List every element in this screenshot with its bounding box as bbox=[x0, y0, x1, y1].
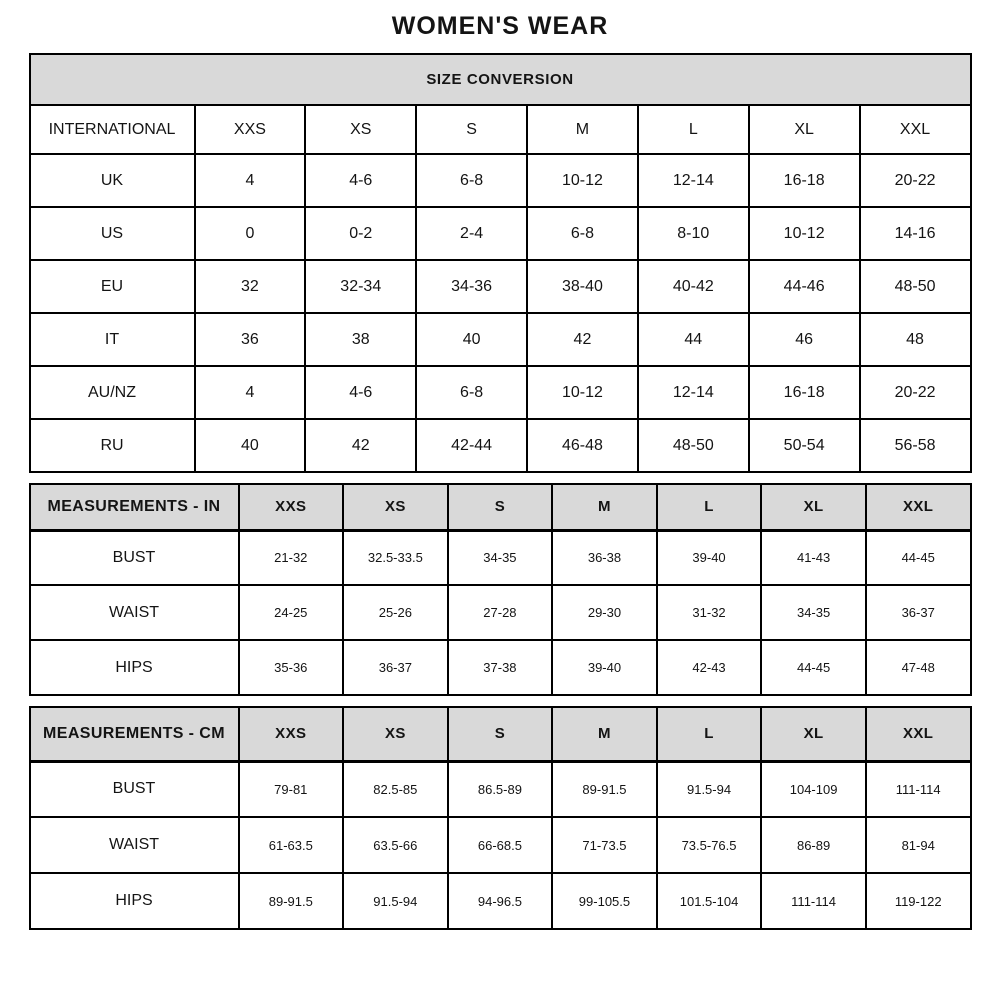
size-cell: 16-18 bbox=[749, 154, 860, 207]
measure-cell: 61-63.5 bbox=[239, 817, 344, 873]
size-cell: 10-12 bbox=[527, 154, 638, 207]
size-cell: 4-6 bbox=[305, 154, 416, 207]
measure-cell: 21-32 bbox=[239, 530, 344, 585]
size-cell: 32-34 bbox=[305, 260, 416, 313]
column-header-xxs: XXS bbox=[239, 484, 344, 530]
size-cell: 46 bbox=[749, 313, 860, 366]
table-row-hips-cm bbox=[30, 873, 971, 929]
size-cell: 8-10 bbox=[638, 207, 749, 260]
size-cell: 44 bbox=[638, 313, 749, 366]
row-label: WAIST bbox=[30, 585, 239, 640]
size-cell: 12-14 bbox=[638, 154, 749, 207]
size-cell: 10-12 bbox=[749, 207, 860, 260]
size-cell: 16-18 bbox=[749, 366, 860, 419]
measure-cell: 86-89 bbox=[761, 817, 866, 873]
size-cell: 40-42 bbox=[638, 260, 749, 313]
column-header-s: S bbox=[448, 707, 553, 761]
size-cell: 12-14 bbox=[638, 366, 749, 419]
table-row-uk bbox=[30, 154, 971, 207]
measure-cell: 101.5-104 bbox=[657, 873, 762, 929]
size-cell: 10-12 bbox=[527, 366, 638, 419]
size-conversion-column-header-row bbox=[30, 105, 971, 154]
row-label: RU bbox=[30, 419, 195, 472]
measure-cell: 86.5-89 bbox=[448, 761, 553, 817]
size-cell: 14-16 bbox=[860, 207, 971, 260]
measure-cell: 29-30 bbox=[552, 585, 657, 640]
measure-cell: 27-28 bbox=[448, 585, 553, 640]
row-label: AU/NZ bbox=[30, 366, 195, 419]
measure-cell: 36-38 bbox=[552, 530, 657, 585]
measurements-in-table bbox=[29, 483, 972, 696]
measure-cell: 63.5-66 bbox=[343, 817, 448, 873]
table-row-it bbox=[30, 313, 971, 366]
measure-cell: 32.5-33.5 bbox=[343, 530, 448, 585]
column-header-m: M bbox=[552, 707, 657, 761]
size-cell: 4 bbox=[195, 366, 306, 419]
measure-cell: 37-38 bbox=[448, 640, 553, 695]
measure-cell: 24-25 bbox=[239, 585, 344, 640]
measure-cell: 94-96.5 bbox=[448, 873, 553, 929]
size-cell: 6-8 bbox=[416, 154, 527, 207]
measure-cell: 34-35 bbox=[761, 585, 866, 640]
measure-cell: 89-91.5 bbox=[552, 761, 657, 817]
measure-cell: 81-94 bbox=[866, 817, 971, 873]
measure-cell: 39-40 bbox=[552, 640, 657, 695]
column-header-xs: XS bbox=[343, 484, 448, 530]
size-cell: 56-58 bbox=[860, 419, 971, 472]
table-row-waist-cm bbox=[30, 817, 971, 873]
table-row-bust-in bbox=[30, 530, 971, 585]
measurements-cm-table bbox=[29, 706, 972, 930]
row-label: BUST bbox=[30, 761, 239, 817]
measure-cell: 73.5-76.5 bbox=[657, 817, 762, 873]
table-row-aunz bbox=[30, 366, 971, 419]
size-cell: 46-48 bbox=[527, 419, 638, 472]
size-conversion-header-band bbox=[30, 54, 971, 105]
size-cell: 48 bbox=[860, 313, 971, 366]
size-cell: 50-54 bbox=[749, 419, 860, 472]
row-label: BUST bbox=[30, 530, 239, 585]
table-row-eu bbox=[30, 260, 971, 313]
measurements-in-header-row bbox=[30, 484, 971, 530]
measure-cell: 71-73.5 bbox=[552, 817, 657, 873]
column-header-m: M bbox=[527, 105, 638, 154]
table-row-bust-cm bbox=[30, 761, 971, 817]
measure-cell: 25-26 bbox=[343, 585, 448, 640]
measure-cell: 66-68.5 bbox=[448, 817, 553, 873]
size-cell: 40 bbox=[195, 419, 306, 472]
table-row-ru bbox=[30, 419, 971, 472]
row-label: HIPS bbox=[30, 640, 239, 695]
column-header-m: M bbox=[552, 484, 657, 530]
column-header-s: S bbox=[416, 105, 527, 154]
column-header-l: L bbox=[657, 484, 762, 530]
measure-cell: 44-45 bbox=[866, 530, 971, 585]
measure-cell: 111-114 bbox=[866, 761, 971, 817]
measure-cell: 36-37 bbox=[343, 640, 448, 695]
size-cell: 42 bbox=[305, 419, 416, 472]
measurements-cm-header-row bbox=[30, 707, 971, 761]
column-header-xxl: XXL bbox=[866, 707, 971, 761]
table-row-us bbox=[30, 207, 971, 260]
row-label: HIPS bbox=[30, 873, 239, 929]
measure-cell: 99-105.5 bbox=[552, 873, 657, 929]
size-cell: 34-36 bbox=[416, 260, 527, 313]
size-cell: 48-50 bbox=[860, 260, 971, 313]
size-conversion-table bbox=[29, 53, 972, 473]
table-row-hips-in bbox=[30, 640, 971, 695]
column-header-xxl: XXL bbox=[866, 484, 971, 530]
size-cell: 6-8 bbox=[416, 366, 527, 419]
size-cell: 0-2 bbox=[305, 207, 416, 260]
measure-cell: 82.5-85 bbox=[343, 761, 448, 817]
size-cell: 6-8 bbox=[527, 207, 638, 260]
size-cell: 2-4 bbox=[416, 207, 527, 260]
measure-cell: 47-48 bbox=[866, 640, 971, 695]
row-label: WAIST bbox=[30, 817, 239, 873]
size-cell: 4 bbox=[195, 154, 306, 207]
size-cell: 32 bbox=[195, 260, 306, 313]
column-header-xxl: XXL bbox=[860, 105, 971, 154]
size-cell: 42 bbox=[527, 313, 638, 366]
size-cell: 44-46 bbox=[749, 260, 860, 313]
measure-cell: 31-32 bbox=[657, 585, 762, 640]
column-header-xs: XS bbox=[305, 105, 416, 154]
measure-cell: 79-81 bbox=[239, 761, 344, 817]
column-header-xxs: XXS bbox=[239, 707, 344, 761]
row-label: IT bbox=[30, 313, 195, 366]
size-cell: 0 bbox=[195, 207, 306, 260]
size-cell: 36 bbox=[195, 313, 306, 366]
measurements-in-title: MEASUREMENTS - IN bbox=[30, 484, 239, 530]
column-header-xs: XS bbox=[343, 707, 448, 761]
row-label: EU bbox=[30, 260, 195, 313]
measure-cell: 89-91.5 bbox=[239, 873, 344, 929]
measure-cell: 44-45 bbox=[761, 640, 866, 695]
column-header-s: S bbox=[448, 484, 553, 530]
size-cell: 48-50 bbox=[638, 419, 749, 472]
size-cell: 40 bbox=[416, 313, 527, 366]
column-header-xxs: XXS bbox=[195, 105, 306, 154]
size-cell: 20-22 bbox=[860, 154, 971, 207]
measure-cell: 36-37 bbox=[866, 585, 971, 640]
size-cell: 42-44 bbox=[416, 419, 527, 472]
measure-cell: 104-109 bbox=[761, 761, 866, 817]
measure-cell: 111-114 bbox=[761, 873, 866, 929]
row-label: UK bbox=[30, 154, 195, 207]
size-cell: 38 bbox=[305, 313, 416, 366]
column-header-xl: XL bbox=[761, 707, 866, 761]
measure-cell: 35-36 bbox=[239, 640, 344, 695]
measure-cell: 91.5-94 bbox=[657, 761, 762, 817]
column-header-xl: XL bbox=[749, 105, 860, 154]
size-conversion-title: SIZE CONVERSION bbox=[30, 54, 971, 105]
table-row-waist-in bbox=[30, 585, 971, 640]
measure-cell: 42-43 bbox=[657, 640, 762, 695]
size-cell: 20-22 bbox=[860, 366, 971, 419]
measure-cell: 39-40 bbox=[657, 530, 762, 585]
measure-cell: 119-122 bbox=[866, 873, 971, 929]
measure-cell: 41-43 bbox=[761, 530, 866, 585]
column-header-l: L bbox=[638, 105, 749, 154]
column-header-l: L bbox=[657, 707, 762, 761]
row-label: US bbox=[30, 207, 195, 260]
measure-cell: 91.5-94 bbox=[343, 873, 448, 929]
size-cell: 38-40 bbox=[527, 260, 638, 313]
size-cell: 4-6 bbox=[305, 366, 416, 419]
page-title: WOMEN'S WEAR bbox=[391, 12, 609, 40]
column-header-international: INTERNATIONAL bbox=[30, 105, 195, 154]
measurements-cm-title: MEASUREMENTS - CM bbox=[30, 707, 239, 761]
measure-cell: 34-35 bbox=[448, 530, 553, 585]
column-header-xl: XL bbox=[761, 484, 866, 530]
